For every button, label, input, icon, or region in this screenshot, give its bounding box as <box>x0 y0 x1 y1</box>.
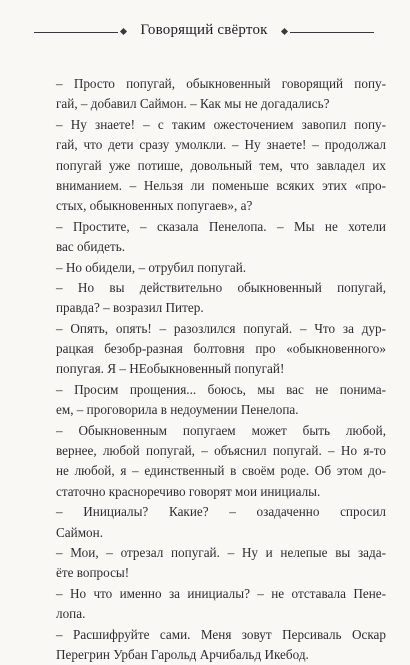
text-line: Перегрин Урбан Гарольд Арчибальд Икебод. <box>56 646 309 662</box>
diamond-ornament-icon <box>281 28 288 35</box>
chapter-title: Говорящий свёрток <box>140 22 268 38</box>
text-line: – Инициалы? Какие? – озадаченно спросил <box>56 504 386 520</box>
text-line: – Но вы действительно обыкновенный попугай, <box>56 279 386 295</box>
text-line: – Ну знаете! – с таким ожесточением завопил попу- <box>56 116 386 132</box>
text-line: попугай уже потише, довольный тем, что завладел их <box>56 157 386 173</box>
text-line: лопа. <box>56 606 86 622</box>
text-line: гай, что дети сразу умолкли. – Ну знаете! – продолжал <box>56 137 386 153</box>
text-line: гай, – добавил Саймон. – Как мы не догадались? <box>56 96 330 112</box>
text-line: – Просто попугай, обыкновенный говорящий попу- <box>56 76 386 91</box>
text-line: – Но что именно за инициалы? – не отставала Пене- <box>56 585 386 601</box>
text-line: Саймон. <box>56 524 103 540</box>
text-line: – Просим прощения... боюсь, мы вас не понима- <box>56 381 386 397</box>
text-line: правда? – возразил Питер. <box>56 300 204 316</box>
text-line: – Опять, опять! – разозлился попугай. – Что за дур- <box>56 320 386 336</box>
text-line: – Расшифруйте сами. Меня зовут Персиваль Оскар <box>56 626 386 642</box>
header-rule-right <box>290 32 374 33</box>
text-line: – Обыкновенным попугаем может быть любой, <box>56 422 386 438</box>
text-line: рацкая безобр-разная болтовня про «обыкновенного» <box>56 341 386 357</box>
text-line: не любой, я – единственный в своём роде. Об этом до- <box>56 463 386 479</box>
header-rule-left <box>34 32 118 33</box>
text-line: – Простите, – сказала Пенелопа. – Мы не хотели <box>56 218 386 234</box>
body-text <box>56 74 386 665</box>
text-line: стых, обыкновенных попугаев», а? <box>56 198 253 214</box>
running-header <box>34 20 374 46</box>
text-line: статочно красноречиво говорят мои инициалы. <box>56 483 321 499</box>
text-line: вас обидеть. <box>56 239 126 255</box>
diamond-ornament-icon <box>120 28 127 35</box>
text-line: – Но обидели, – отрубил попугай. <box>56 259 247 275</box>
text-line: ем, – проговорила в недоумении Пенелопа. <box>56 402 299 418</box>
text-line: ёте вопросы! <box>56 565 130 581</box>
text-line: вернее, любой попугай, – объяснил попугай. – Но я-то <box>56 443 386 459</box>
text-line: попугая. Я – НЕобыкновенный попугай! <box>56 361 285 377</box>
text-line: вниманием. – Нельзя ли поменьше всяких этих «про- <box>56 177 386 193</box>
text-line: – Мои, – отрезал попугай. – Ну и нелепые вы зада- <box>56 544 386 560</box>
